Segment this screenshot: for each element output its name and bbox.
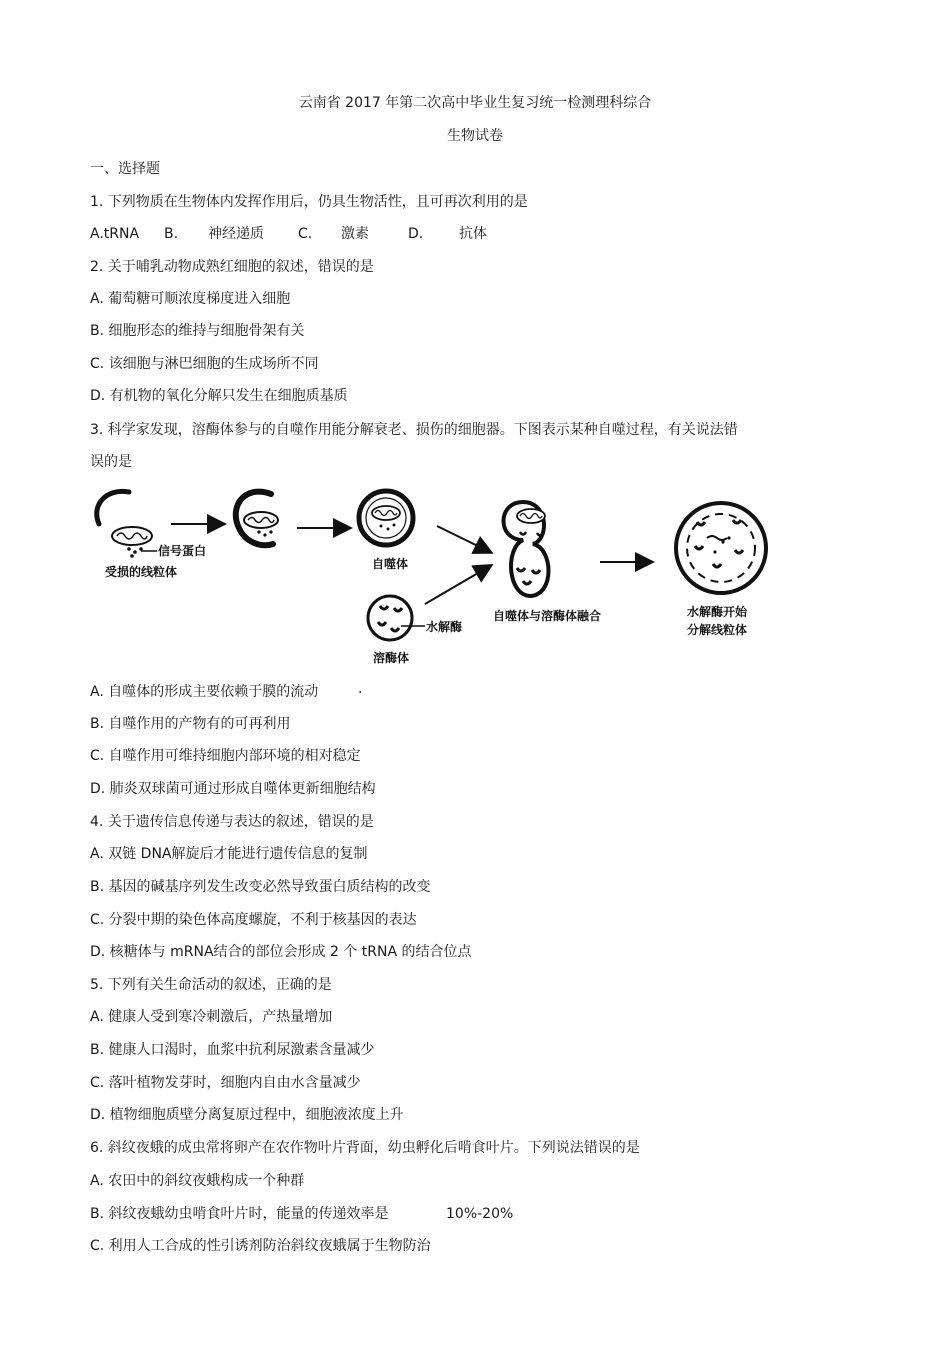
label-result-line1: 水解酶开始: [687, 605, 748, 619]
label-result-line2: 分解线粒体: [687, 623, 748, 637]
q4-option-d: D. 核糖体与 mRNA结合的部位会形成 2 个 tRNA 的结合位点: [90, 944, 472, 960]
q2-option-a: A. 葡萄糖可顺浓度梯度进入细胞: [90, 291, 291, 307]
q4-option-b: B. 基因的碱基序列发生改变必然导致蛋白质结构的改变: [90, 879, 431, 895]
question-6-stem: 6. 斜纹夜蛾的成虫常将卵产在农作物叶片背面，幼虫孵化后啃食叶片。下列说法错误的是: [90, 1140, 640, 1156]
fusion-icon: [504, 502, 549, 596]
page-title: 云南省 2017 年第二次高中毕业生复习统一检测理科综合: [298, 95, 652, 111]
autophagosome-icon: [359, 491, 413, 545]
q1-option-c-text: 激素: [341, 226, 369, 242]
autophagy-figure: [85, 482, 805, 672]
signal-protein-dots-2: [257, 530, 272, 536]
mitochondrion-icon: [244, 512, 278, 528]
q6-option-c: C. 利用人工合成的性引诱剂防治斜纹夜蛾属于生物防治: [90, 1238, 431, 1254]
q4-option-a: A. 双链 DNA解旋后才能进行遗传信息的复制: [90, 846, 368, 862]
q1-option-d-letter: D.: [408, 226, 424, 242]
q1-option-b-text: 神经递质: [208, 226, 264, 242]
q1-option-b-letter: B.: [164, 226, 179, 242]
signal-protein-dots: [127, 547, 143, 558]
q1-option-c-letter: C.: [298, 226, 313, 242]
q2-option-b: B. 细胞形态的维持与细胞骨架有关: [90, 323, 305, 339]
q3-option-a: A. 自噬体的形成主要依赖于膜的流动: [90, 684, 319, 700]
q3-option-d: D. 肺炎双球菌可通过形成自噬体更新细胞结构: [90, 781, 376, 797]
page-subtitle: 生物试卷: [447, 128, 503, 144]
section-heading: 一、选择题: [90, 161, 160, 177]
question-5-stem: 5. 下列有关生命活动的叙述，正确的是: [90, 977, 332, 993]
question-3-stem: 3. 科学家发现，溶酶体参与的自噬作用能分解衰老、损伤的细胞器。下图表示某种自噬过程，有关说法错: [90, 422, 738, 438]
phagophore-membrane: [97, 491, 129, 524]
question-1-options: [90, 225, 590, 243]
label-autophagosome: 自噬体: [372, 557, 409, 571]
q5-option-b: B. 健康人口渴时，血浆中抗利尿激素含量减少: [90, 1042, 375, 1058]
q2-option-d: D. 有机物的氧化分解只发生在细胞质基质: [90, 388, 348, 404]
q5-option-a: A. 健康人受到寒冷刺激后，产热量增加: [90, 1009, 333, 1025]
arrow-3: [437, 526, 490, 552]
q3-stray-dot: .: [358, 681, 363, 697]
label-lysosome: 溶酶体: [373, 651, 410, 665]
question-2-stem: 2. 关于哺乳动物成熟红细胞的叙述，错误的是: [90, 259, 374, 275]
arrow-4: [425, 566, 490, 604]
q5-option-c: C. 落叶植物发芽时，细胞内自由水含量减少: [90, 1075, 361, 1091]
damaged-mitochondrion-icon: [112, 527, 152, 545]
q5-option-d: D. 植物细胞质壁分离复原过程中，细胞液浓度上升: [90, 1107, 404, 1123]
q6-option-b-value: 10%-20%: [446, 1206, 514, 1222]
q3-option-b: B. 自噬作用的产物有的可再利用: [90, 716, 291, 732]
label-fusion: 自噬体与溶酶体融合: [493, 609, 602, 623]
label-hydrolase: 水解酶: [426, 620, 463, 634]
hydrolysis-vesicle-icon: [676, 503, 766, 593]
label-signal-protein: 信号蛋白: [158, 544, 207, 558]
lysosome-icon: [368, 596, 412, 640]
q1-option-a: A.tRNA: [90, 226, 140, 242]
q2-option-c: C. 该细胞与淋巴细胞的生成场所不同: [90, 356, 319, 372]
label-damaged-mitochondrion: 受损的线粒体: [105, 565, 178, 579]
q4-option-c: C. 分裂中期的染色体高度螺旋，不利于核基因的表达: [90, 912, 417, 928]
q1-option-d-text: 抗体: [459, 226, 487, 242]
question-4-stem: 4. 关于遗传信息传递与表达的叙述，错误的是: [90, 814, 374, 830]
question-3-stem-cont: 误的是: [90, 454, 132, 470]
q3-option-c: C. 自噬作用可维持细胞内部环境的相对稳定: [90, 748, 361, 764]
question-1-stem: 1. 下列物质在生物体内发挥作用后，仍具生物活性，且可再次利用的是: [90, 194, 528, 210]
q6-option-b: B. 斜纹夜蛾幼虫啃食叶片时，能量的传递效率是: [90, 1206, 389, 1222]
q6-option-a: A. 农田中的斜纹夜蛾构成一个种群: [90, 1173, 305, 1189]
